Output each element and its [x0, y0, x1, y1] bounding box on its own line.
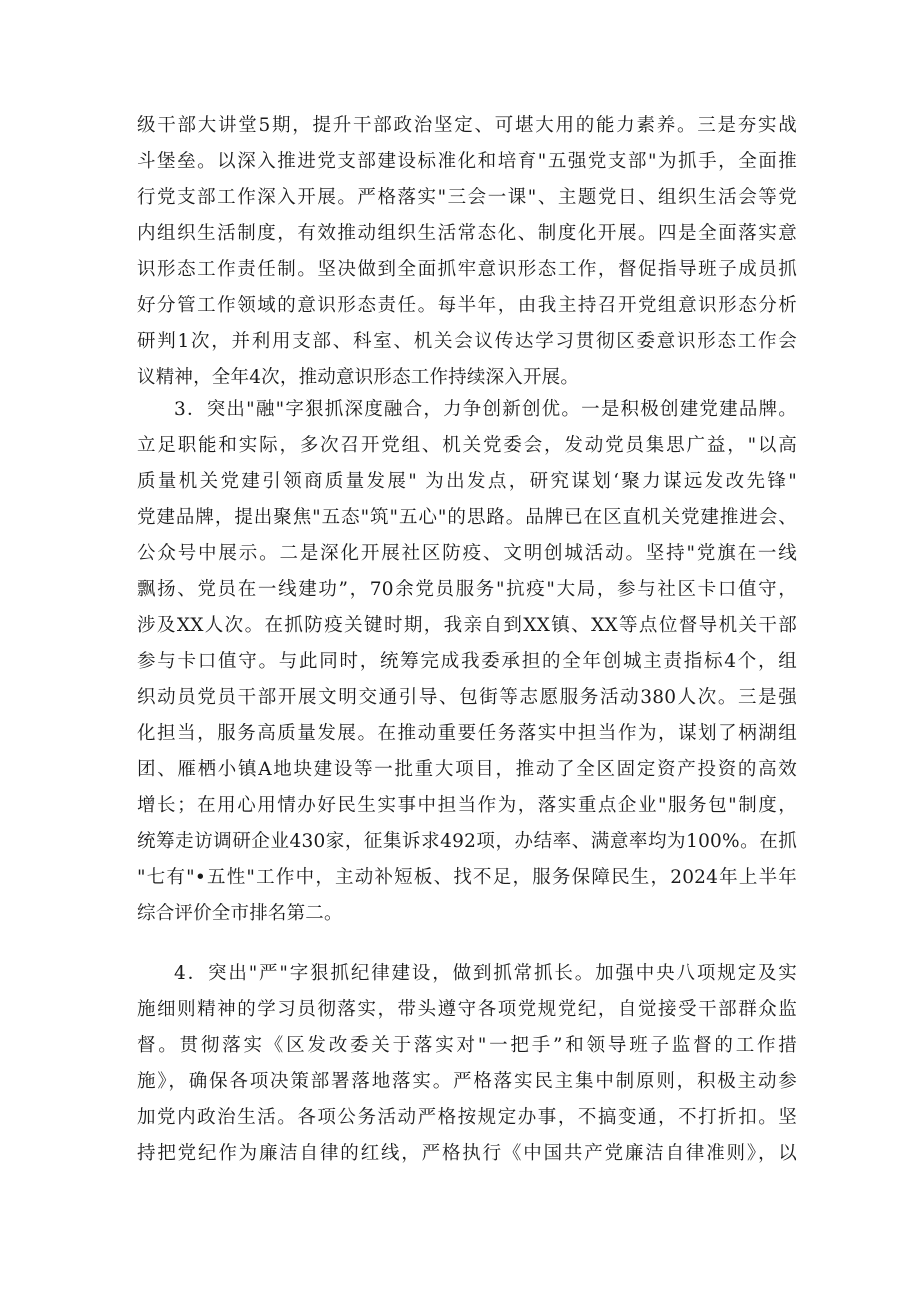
text-line: 加党内政治生活。各项公务活动严格按规定办事，不搞变通，不打折扣。坚 [137, 1107, 797, 1128]
text-line: 涉及XX人次。在抓防疫关键时期，我亲自到XX镇、XX等点位督导机关干部 [137, 615, 797, 636]
text-line: 参与卡口值守。与此同时，统筹完成我委承担的全年创城主责指标4个，组 [137, 651, 797, 672]
paragraph-ideology-work [137, 108, 797, 396]
text-line: 飘扬、党员在一线建功”，70余党员服务"抗疫"大局，参与社区卡口值守， [137, 579, 797, 600]
paragraph-section-3-integration [137, 392, 797, 932]
text-line: 研判1次，并利用支部、科室、机关会议传达学习贯彻区委意识形态工作会 [137, 331, 797, 352]
text-line: 化担当，服务高质量发展。在推动重要任务落实中担当作为，谋划了柄湖组 [137, 723, 797, 744]
text-line: 好分管工作领域的意识形态责任。每半年，由我主持召开党组意识形态分析 [137, 295, 797, 316]
text-line: 质量机关党建引领商质量发展" 为出发点，研究谋划‘聚力谋远发改先锋" [137, 471, 797, 492]
section-heading-line: 3．突出"融"字狠抓深度融合，力争创新创优。一是积极创建党建品牌。 [174, 399, 797, 420]
text-line: 级干部大讲堂5期，提升干部政治坚定、可堪大用的能力素养。三是夯实战 [137, 115, 797, 136]
text-line: 统筹走访调研企业430家，征集诉求492项，办结率、满意率均为100%。在抓 [137, 831, 797, 852]
text-line: 团、雁栖小镇A地块建设等一批重大项目，推动了全区固定资产投资的高效 [137, 759, 797, 780]
text-line: 公众号中展示。二是深化开展社区防疫、文明创城活动。坚持"党旗在一线 [137, 543, 797, 564]
text-line: 党建品牌，提出聚焦"五态"筑"五心"的思路。品牌已在区直机关党建推进会、 [137, 507, 797, 528]
text-line: 施细则精神的学习员彻落实，带头遵守各项党规党纪，自觉接受干部群众监 [137, 999, 797, 1020]
section-heading-line: 4．突出"严"字狠抓纪律建设，做到抓常抓长。加强中央八项规定及实 [174, 963, 797, 984]
text-line: 识形态工作责任制。坚决做到全面抓牢意识形态工作，督促指导班子成员抓 [137, 259, 797, 280]
text-line: 议精神，全年4次，推动意识形态工作持续深入开展。 [137, 367, 580, 388]
text-line: 立足职能和实际，多次召开党组、机关党委会，发动党员集思广益，"以高 [137, 435, 797, 456]
text-line: 施》，确保各项决策部署落地落实。严格落实民主集中制原则，积极主动参 [137, 1071, 797, 1092]
text-line: 行党支部工作深入开展。严格落实"三会一课"、主题党日、组织生活会等党 [137, 187, 797, 208]
text-line: 增长；在用心用情办好民生实事中担当作为，落实重点企业"服务包"制度， [137, 795, 797, 816]
text-line: "七有"•五性"工作中，主动补短板、找不足，服务保障民生，2024年上半年 [137, 867, 797, 888]
text-line: 斗堡垒。以深入推进党支部建设标准化和培育"五强党支部"为抓手，全面推 [137, 151, 797, 172]
text-line: 综合评价全市排名第二。 [137, 903, 343, 924]
text-line: 督。贯彻落实《区发改委关于落实对"一把手”和领导班子监督的工作措 [137, 1035, 797, 1056]
text-line: 织动员党员干部开展文明交通引导、包街等志愿服务活动380人次。三是强 [137, 687, 797, 708]
text-line: 内组织生活制度，有效推动组织生活常态化、制度化开展。四是全面落实意 [137, 223, 797, 244]
text-line: 持把党纪作为廉洁自律的红线，严格执行《中国共产党廉洁自律准则》，以 [137, 1143, 797, 1164]
paragraph-section-4-discipline [137, 956, 797, 1172]
